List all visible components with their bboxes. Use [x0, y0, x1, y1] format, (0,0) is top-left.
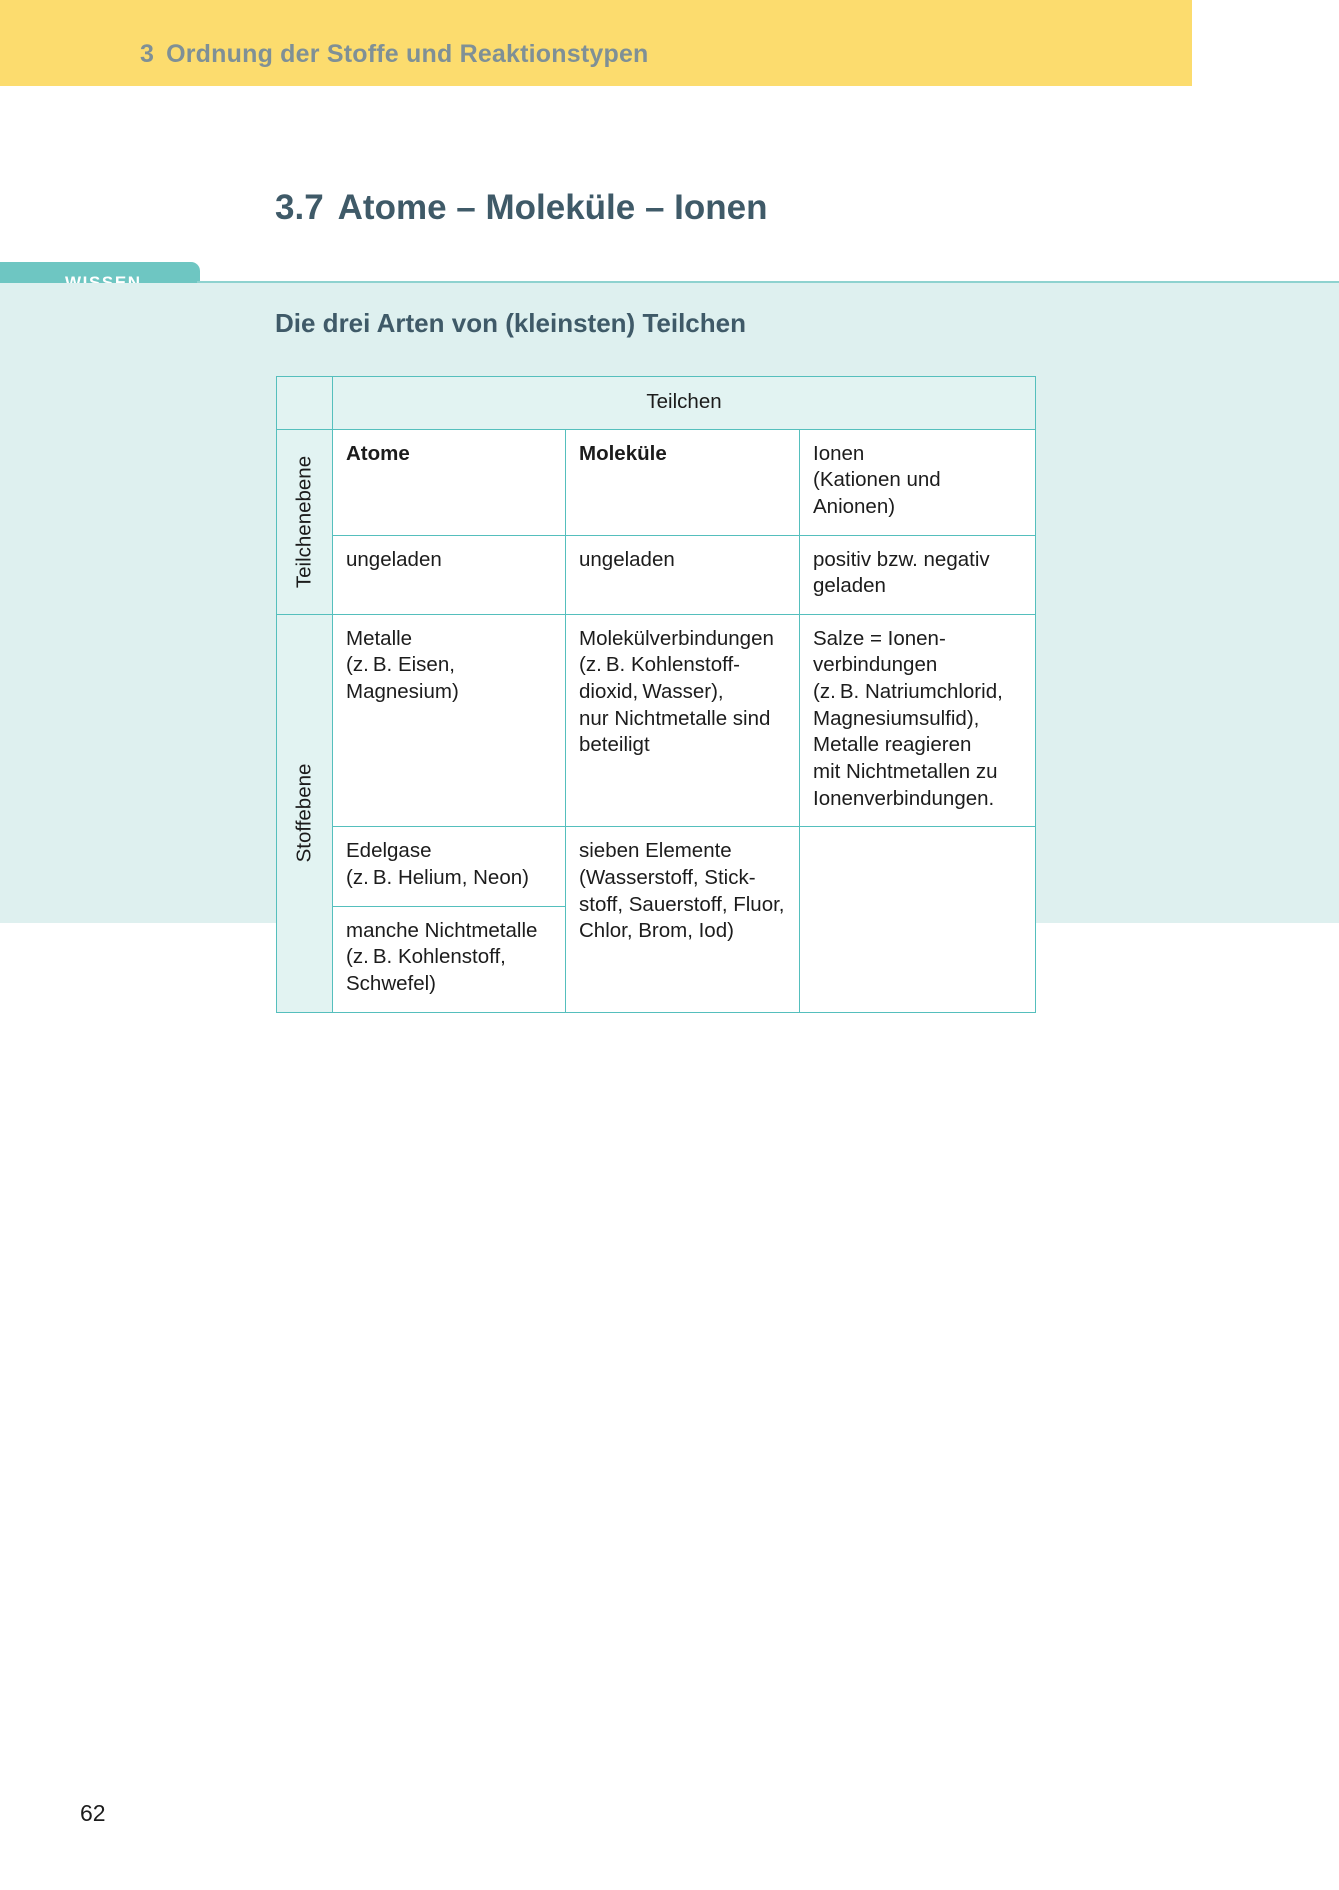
cell-substance1-molekuele-line1: Molekülverbindungen: [579, 626, 774, 650]
cell-charge-ionen-line1: positiv bzw. negativ: [813, 547, 990, 571]
table-header-molekuele: Moleküle: [566, 429, 800, 535]
cell-substance1-molekuele-line3: dioxid, Wasser),: [579, 680, 724, 704]
cell-substance2-molekuele-line1: sieben Elemente: [579, 839, 732, 863]
cell-substance1-atome: [333, 614, 566, 826]
section-title-text: Atome – Moleküle – Ionen: [337, 188, 768, 227]
cell-substance2-ionen-empty: [800, 827, 1036, 1012]
cell-substance2-molekuele-line4: Chlor, Brom, Iod): [579, 919, 734, 943]
cell-charge-ionen: [800, 535, 1036, 614]
axis-label-stoffebene: [277, 614, 333, 1012]
cell-substance1-molekuele: [566, 614, 800, 826]
table-header-atome: Atome: [333, 429, 566, 535]
axis-label-teilchenebene: [277, 429, 333, 614]
running-head-chapter-title: Ordnung der Stoffe und Reaktionstypen: [166, 40, 649, 68]
section-number: 3.7: [275, 188, 324, 227]
cell-substance3-atome-line1: manche Nichtmetalle: [346, 918, 538, 942]
running-head-text: [140, 40, 649, 69]
cell-substance1-atome-line3: Magnesium): [346, 680, 459, 704]
cell-substance1-ionen-line4: Magnesiumsulfid),: [813, 706, 980, 730]
cell-substance2-molekuele: [566, 827, 800, 1012]
cell-substance2-atome-line2: (z. B. Helium, Neon): [346, 865, 529, 889]
cell-substance3-atome-line2: (z. B. Kohlenstoff,: [346, 945, 506, 969]
cell-charge-ionen-line2: geladen: [813, 574, 886, 598]
cell-substance2-atome-line1: Edelgase: [346, 839, 432, 863]
cell-substance1-ionen-line6: mit Nichtmetallen zu: [813, 760, 998, 784]
cell-substance1-ionen-line1: Salze = Ionen-: [813, 626, 946, 650]
cell-charge-atome: ungeladen: [333, 535, 566, 614]
table-header-ionen-main: Ionen: [813, 441, 865, 465]
cell-substance1-molekuele-line4: nur Nichtmetalle sind: [579, 706, 771, 730]
cell-substance1-ionen-line3: (z. B. Natriumchlorid,: [813, 680, 1003, 704]
cell-substance3-atome-line3: Schwefel): [346, 971, 437, 995]
cell-substance2-molekuele-line3: stoff, Sauerstoff, Fluor,: [579, 892, 785, 916]
cell-substance1-atome-line2: (z. B. Eisen,: [346, 653, 455, 677]
table-header-ionen-sub1: (Kationen und: [813, 468, 941, 492]
running-head-chapter-number: 3: [140, 40, 155, 68]
cell-substance3-atome: [333, 906, 566, 1012]
particle-types-table: [276, 376, 1036, 1013]
cell-substance1-ionen-line5: Metalle reagieren: [813, 733, 972, 757]
table-header-ionen: [800, 429, 1036, 535]
table-row-substance-1: [277, 614, 1036, 826]
table-row-charge: [277, 535, 1036, 614]
cell-substance1-atome-line1: Metalle: [346, 626, 413, 650]
page-title: [275, 188, 767, 228]
cell-charge-molekuele: ungeladen: [566, 535, 800, 614]
page-number: 62: [80, 1800, 106, 1826]
axis-label-stoffebene-text: Stoffebene: [292, 763, 316, 863]
table-row-substance-2: [277, 827, 1036, 906]
table-row-column-headers: [277, 429, 1036, 535]
table-header-ionen-sub2: Anionen): [813, 494, 896, 518]
table-group-header-teilchen: Teilchen: [333, 377, 1036, 430]
cell-substance1-ionen-line2: verbindungen: [813, 653, 938, 677]
panel-heading: Die drei Arten von (kleinsten) Teilchen: [275, 308, 746, 338]
cell-substance1-ionen-line7: Ionenverbindungen.: [813, 786, 995, 810]
axis-label-teilchenebene-text: Teilchenebene: [292, 455, 316, 588]
table-corner-cell: [277, 377, 333, 430]
cell-substance1-molekuele-line5: beteiligt: [579, 733, 650, 757]
table-row-group-header: [277, 377, 1036, 430]
cell-substance1-ionen: [800, 614, 1036, 826]
cell-substance1-molekuele-line2: (z. B. Kohlenstoff-: [579, 653, 740, 677]
cell-substance2-molekuele-line2: (Wasserstoff, Stick-: [579, 865, 756, 889]
running-head-band: [0, 0, 1192, 86]
cell-substance2-atome: [333, 827, 566, 906]
